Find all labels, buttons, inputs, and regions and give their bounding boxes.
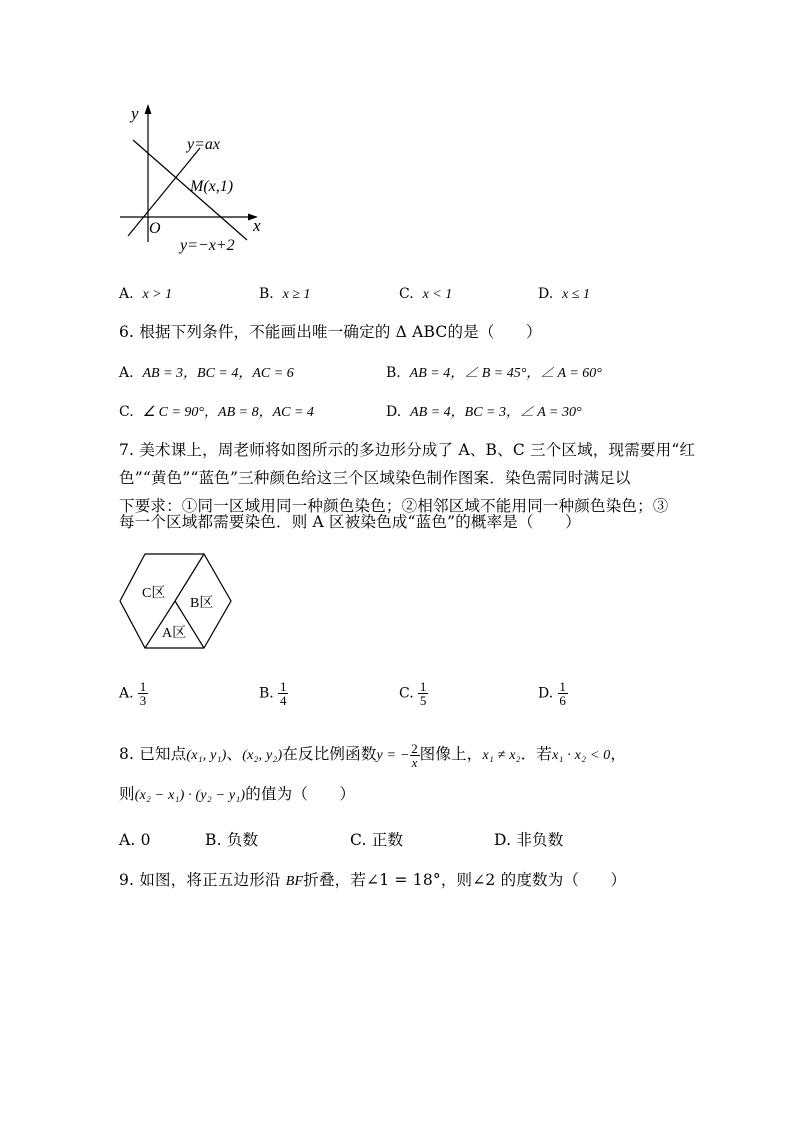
option-letter: D. [538,685,554,702]
option-letter: B. [259,685,274,702]
option-letter: A. [119,831,136,849]
option-text: ∠ C = 90°，AB = 8，AC = 4 [142,405,314,420]
q8-text: 的值为（ ） [245,785,356,803]
region-divider-1 [175,554,204,601]
q9-text: 折叠，若∠1 = 18°，则∠2 的度数为（ ） [303,871,627,889]
fraction [558,680,568,707]
q6-option-b[interactable] [386,362,602,382]
line1-label: y=ax [187,136,220,153]
region-a-label: A区 [162,626,187,641]
q6-stem: 6. 根据下列条件，不能画出唯一确定的 Δ ABC的是（ ） [119,323,542,341]
option-text: AB = 4，BC = 3，∠ A = 30° [410,405,582,420]
numerator: 1 [419,679,427,694]
option-letter: C. [119,404,134,420]
option-letter: D. [494,831,512,849]
origin-label: O [149,220,161,237]
numerator: 2 [411,740,418,756]
q8-text: ， [610,745,627,763]
option-text: x ≤ 1 [562,287,590,302]
denominator: 6 [559,693,566,708]
option-text: 负数 [226,831,259,849]
line2-label: y=−x+2 [180,237,235,254]
option-letter: D. [386,404,402,420]
q5-option-a[interactable] [119,286,172,303]
q8-sep: 、 [226,745,243,763]
option-letter: D. [538,286,554,302]
linear-graph-figure [115,100,275,260]
q8-text: 图像上， [419,745,483,763]
q5-option-c[interactable] [399,286,452,303]
q8-function-fraction [410,742,420,769]
q8-text: 8. 已知点 [119,745,187,763]
numerator: 1 [139,679,147,694]
y-axis-label: y [131,104,139,123]
option-letter: A. [119,685,134,702]
q5-option-b[interactable] [259,286,311,303]
option-letter: C. [399,286,414,302]
q7-stem-line1: 7. 美术课上，周老师将如图所示的多边形分成了 A、B、C 三个区域，现需要用“红 [119,441,696,459]
q7-stem-line3: 下要求：①同一区域用同一种颜色染色；②相邻区域不能用同一种颜色染色；③ [119,497,669,515]
q7-stem-line2: 色”“黄色”“蓝色”三种颜色给这三个区域染色制作图案．染色需同时满足以 [119,469,631,487]
q5-option-d[interactable] [538,286,590,303]
hexagon-regions-figure [118,552,234,652]
q9-segment-bf: BF [285,874,304,889]
q8-function-lhs: y = − [376,748,410,763]
q8-option-c[interactable] [350,826,403,854]
q8-expression: (x₂ − x₁) · (y₂ − y₁) [134,788,246,803]
q8-option-b[interactable] [205,826,258,854]
option-letter: C. [399,685,414,702]
region-b-label: B区 [190,596,214,611]
q7-stem-line4: 每一个区域都需要染色．则 A 区被染色成“蓝色”的概率是（ ） [119,513,581,531]
q8-text: 则 [119,785,135,803]
option-text: x ≥ 1 [282,287,311,302]
denominator: x [411,754,418,770]
option-text: AB = 4，∠ B = 45°，∠ A = 60° [409,366,602,381]
q8-stem-line2 [119,780,355,810]
q8-point1: (x₁, y₁) [186,748,227,763]
q9-text: 9. 如图，将正五边形沿 [119,871,281,889]
fraction [278,680,288,707]
q7-option-d[interactable] [538,680,568,707]
denominator: 5 [419,693,427,708]
q6-option-a[interactable] [119,362,294,382]
numerator: 1 [559,679,566,694]
q8-point2: (x₂, y₂) [242,748,283,763]
option-text: 非负数 [516,831,564,849]
region-c-label: C区 [142,586,166,601]
q7-option-a[interactable] [119,680,148,707]
denominator: 3 [139,693,147,708]
x-axis-label: x [253,216,261,235]
option-text: 正数 [371,831,404,849]
q8-text: ．若 [520,745,553,763]
q7-option-c[interactable] [399,680,428,707]
q7-option-b[interactable] [259,680,288,707]
option-letter: B. [205,831,222,849]
y-axis-arrow [145,104,152,114]
q6-option-c[interactable] [119,401,314,421]
option-text: AB = 3，BC = 4，AC = 6 [142,366,294,381]
option-letter: A. [119,286,134,302]
q8-condition1: x₁ ≠ x₂ [482,748,521,763]
q8-text: 在反比例函数 [282,745,377,763]
option-text: 0 [140,831,151,849]
q8-option-d[interactable] [494,826,563,854]
point-m-label: M(x,1) [190,178,234,195]
option-letter: A. [119,365,134,381]
option-letter: B. [259,286,274,302]
q8-option-a[interactable] [119,826,151,854]
option-text: x > 1 [142,287,173,302]
numerator: 1 [279,679,287,694]
fraction [418,680,428,707]
option-letter: B. [386,365,401,381]
option-letter: C. [350,831,367,849]
option-text: x < 1 [422,287,453,302]
q6-option-d[interactable] [386,401,582,421]
q8-stem-line1 [119,740,626,770]
denominator: 4 [279,693,287,708]
q9-stem [119,866,626,896]
q8-condition2: x₁ · x₂ < 0 [552,748,611,763]
fraction [138,680,148,707]
